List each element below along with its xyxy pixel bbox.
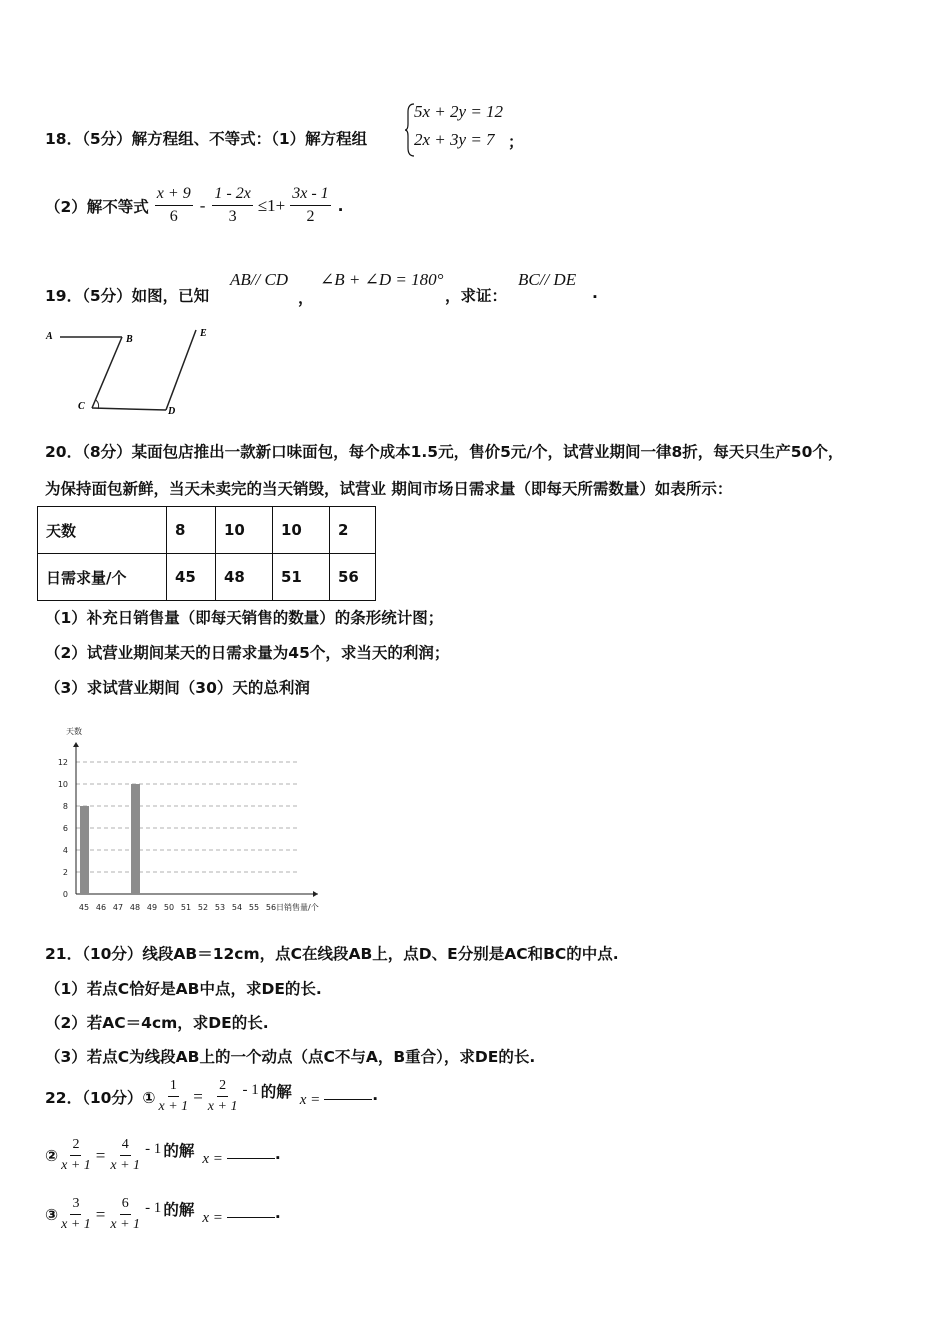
answer-blank[interactable] <box>227 1148 275 1159</box>
y-axis-arrow <box>73 742 79 747</box>
answer-blank[interactable] <box>324 1089 372 1100</box>
x-equals: x = <box>202 1210 223 1226</box>
denominator: x + 1 <box>110 1158 141 1173</box>
denominator: x + 1 <box>158 1099 189 1114</box>
fraction <box>206 1078 240 1115</box>
table-cell: 45 <box>167 554 216 601</box>
x-tick-label: 51 <box>180 903 192 912</box>
y-tick-label: 2 <box>62 868 68 877</box>
x-equals: x = <box>299 1092 321 1108</box>
q18-eq2: 2x + 3y = 7 <box>414 130 495 149</box>
table-cell: 10 <box>216 507 273 554</box>
bar <box>131 784 140 894</box>
denominator: x + 1 <box>110 1217 141 1232</box>
period: . <box>274 1203 281 1222</box>
minus-sign: - <box>199 195 206 215</box>
numerator: 4 <box>120 1137 131 1156</box>
solution-label: 的解 <box>260 1082 292 1101</box>
point-b-label: B <box>126 334 133 345</box>
x-tick-label: 53 <box>214 903 226 912</box>
denominator: x + 1 <box>61 1217 91 1232</box>
q18-end: ； <box>508 133 524 151</box>
fraction <box>290 185 330 226</box>
q22-mark2: ② <box>45 1146 59 1165</box>
q19-period: . <box>592 284 598 302</box>
q19-comma: ， <box>298 289 314 307</box>
q19-label: 19．（5分）如图，已知 <box>45 287 210 305</box>
table-cell: 8 <box>167 507 216 554</box>
table-row <box>38 554 376 601</box>
x-tick-label: 50 <box>163 903 175 912</box>
numerator: 3x - 1 <box>290 185 330 206</box>
table-cell: 天数 <box>38 507 167 554</box>
y-tick-label: 4 <box>62 846 68 855</box>
y-tick-label: 0 <box>62 890 68 899</box>
solution-label: 的解 <box>163 1200 195 1219</box>
segment-de <box>166 330 196 410</box>
q19-goal: BC// DE <box>518 270 577 289</box>
denominator: 6 <box>169 208 178 225</box>
numerator: 1 <box>168 1078 179 1097</box>
table-cell: 56 <box>330 554 376 601</box>
bar <box>80 806 89 894</box>
numerator: 1 - 2x <box>212 185 252 206</box>
x-axis-label: 日销售量/个 <box>276 903 319 912</box>
q22-eq2 <box>45 1137 281 1174</box>
q20-line2: 为保持面包新鲜，当天未卖完的当天销毁，试营业 期间市场日需求量（即每天所需数量）如表所示： <box>45 480 733 498</box>
q19-figure <box>40 322 230 422</box>
fraction <box>212 185 252 226</box>
fraction <box>59 1137 93 1174</box>
q20-line1: 20．（8分）某面包店推出一款新口味面包，每个成本1.5元，售价5元/个，试营业期间一律8折，每天只生产50个， <box>45 443 844 461</box>
q21-sub3: （3）若点C为线段AB上的一个动点（点C不与A，B重合），求DE的长. <box>45 1048 536 1066</box>
denominator: x + 1 <box>61 1158 91 1173</box>
fraction <box>155 185 193 226</box>
minus-one: - 1 <box>145 1141 162 1157</box>
x-tick-label: 52 <box>197 903 209 912</box>
segment-bc <box>92 337 122 408</box>
answer-blank[interactable] <box>227 1207 275 1218</box>
numerator: 2 <box>70 1137 81 1156</box>
q21-line1: 21．（10分）线段AB＝12cm，点C在线段AB上，点D、E分别是AC和BC的中点. <box>45 945 619 963</box>
x-tick-label: 47 <box>112 903 124 912</box>
period: . <box>274 1144 281 1163</box>
q21-sub1: （1）若点C恰好是AB中点，求DE的长. <box>45 980 322 998</box>
q18-label: 18．（5分）解方程组、不等式：（1）解方程组 <box>45 130 368 148</box>
denominator: 2 <box>306 208 315 225</box>
table-cell: 51 <box>273 554 330 601</box>
point-e-label: E <box>200 328 207 339</box>
x-tick-label: 46 <box>95 903 107 912</box>
bar-chart <box>50 722 350 917</box>
fraction <box>59 1196 93 1233</box>
segment-cd <box>92 408 166 410</box>
equals-sign: = <box>193 1086 203 1106</box>
q20-sub2: （2）试营业期间某天的日需求量为45个，求当天的利润； <box>45 644 450 662</box>
y-tick-label: 8 <box>62 802 68 811</box>
demand-table <box>37 506 376 601</box>
solution-label: 的解 <box>163 1141 195 1160</box>
q18-part2-label: （2）解不等式 <box>45 197 149 216</box>
x-tick-label: 56 <box>265 903 277 912</box>
q18-part2 <box>45 185 344 226</box>
x-tick-label: 49 <box>146 903 158 912</box>
y-tick-label: 6 <box>62 824 68 833</box>
q22-eq3 <box>45 1196 281 1233</box>
table-row <box>38 507 376 554</box>
q22-eq1 <box>45 1078 378 1115</box>
q19-prove: ，求证： <box>445 287 508 305</box>
numerator: 6 <box>120 1196 131 1215</box>
period: . <box>337 196 344 215</box>
minus-one: - 1 <box>145 1200 162 1216</box>
point-c-label: C <box>78 401 85 412</box>
numerator: 2 <box>217 1078 228 1097</box>
fraction <box>157 1078 191 1115</box>
denominator: x + 1 <box>207 1099 238 1114</box>
q21-sub2: （2）若AC＝4cm，求DE的长. <box>45 1014 269 1032</box>
q20-sub1: （1）补充日销售量（即每天销售的数量）的条形统计图； <box>45 609 444 627</box>
x-tick-label: 54 <box>231 903 243 912</box>
table-cell: 2 <box>330 507 376 554</box>
table-cell: 日需求量/个 <box>38 554 167 601</box>
q22-mark3: ③ <box>45 1205 59 1224</box>
point-d-label: D <box>168 406 176 417</box>
equals-sign: = <box>95 1145 106 1165</box>
denominator: 3 <box>228 208 237 225</box>
numerator: x + 9 <box>155 185 193 206</box>
x-equals: x = <box>202 1151 223 1167</box>
q18-eq1: 5x + 2y = 12 <box>414 102 504 121</box>
y-tick-label: 12 <box>57 758 68 767</box>
equals-sign: = <box>95 1204 106 1224</box>
x-tick-label: 55 <box>248 903 260 912</box>
period: . <box>372 1085 379 1104</box>
minus-one: - 1 <box>242 1082 259 1098</box>
point-a-label: A <box>46 331 53 342</box>
fraction <box>108 1137 142 1174</box>
q20-sub3: （3）求试营业期间（30）天的总利润 <box>45 679 310 697</box>
x-axis-arrow <box>313 891 318 897</box>
y-axis-label: 天数 <box>66 727 82 736</box>
q22-label: 22．（10分）① <box>45 1088 156 1107</box>
q19-cond1: AB// CD <box>230 270 289 289</box>
x-tick-label: 45 <box>78 903 90 912</box>
table-cell: 10 <box>273 507 330 554</box>
q19-cond2: ∠B + ∠D = 180° <box>320 270 444 289</box>
leq-sign: ≤1+ <box>257 195 286 215</box>
x-tick-label: 48 <box>129 903 141 912</box>
y-tick-label: 10 <box>57 780 68 789</box>
fraction <box>108 1196 142 1233</box>
table-cell: 48 <box>216 554 273 601</box>
numerator: 3 <box>70 1196 81 1215</box>
